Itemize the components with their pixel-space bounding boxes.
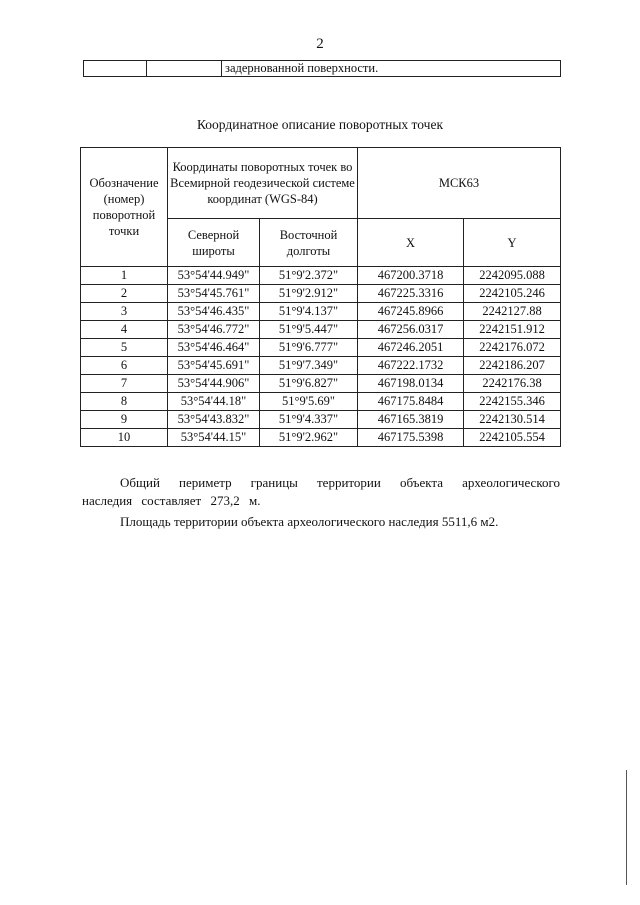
table-row	[81, 285, 561, 303]
x-cell: 467175.8484	[358, 393, 464, 411]
x-header: X	[358, 219, 464, 267]
latitude-cell: 53°54'45.761"	[168, 285, 260, 303]
section-heading: Координатное описание поворотных точек	[196, 117, 444, 132]
point-number-cell: 1	[81, 267, 168, 285]
y-cell: 2242155.346	[464, 393, 561, 411]
table-cell: задернованной поверхности.	[222, 61, 561, 77]
table-row	[81, 339, 561, 357]
scan-edge-line	[626, 770, 627, 885]
point-number-cell: 4	[81, 321, 168, 339]
y-header: Y	[464, 219, 561, 267]
area-paragraph: Площадь территории объекта археологического наследия 5511,6 м2.	[120, 514, 499, 529]
designation-header: Обозначение (номер) поворотной точки	[81, 148, 168, 267]
page-number: 2	[316, 36, 324, 52]
latitude-cell: 53°54'44.949"	[168, 267, 260, 285]
msk-header: МСК63	[358, 148, 561, 219]
table-cell	[147, 61, 222, 77]
table-row	[84, 61, 561, 77]
longitude-cell: 51°9'2.912"	[260, 285, 358, 303]
table-row	[81, 357, 561, 375]
point-number-cell: 10	[81, 429, 168, 447]
longitude-cell: 51°9'4.137"	[260, 303, 358, 321]
longitude-cell: 51°9'4.337"	[260, 411, 358, 429]
table-row	[81, 321, 561, 339]
latitude-cell: 53°54'45.691"	[168, 357, 260, 375]
latitude-cell: 53°54'44.906"	[168, 375, 260, 393]
longitude-cell: 51°9'7.349"	[260, 357, 358, 375]
point-number-cell: 6	[81, 357, 168, 375]
east-longitude-header: Восточной долготы	[260, 219, 358, 267]
y-cell: 2242151.912	[464, 321, 561, 339]
header-row	[81, 148, 561, 219]
table-row	[81, 303, 561, 321]
north-latitude-header: Северной широты	[168, 219, 260, 267]
point-number-cell: 5	[81, 339, 168, 357]
longitude-cell: 51°9'6.777"	[260, 339, 358, 357]
point-number-cell: 3	[81, 303, 168, 321]
table-row	[81, 375, 561, 393]
x-cell: 467200.3718	[358, 267, 464, 285]
x-cell: 467246.2051	[358, 339, 464, 357]
y-cell: 2242105.246	[464, 285, 561, 303]
latitude-cell: 53°54'46.435"	[168, 303, 260, 321]
longitude-cell: 51°9'5.69"	[260, 393, 358, 411]
x-cell: 467225.3316	[358, 285, 464, 303]
x-cell: 467198.0134	[358, 375, 464, 393]
latitude-cell: 53°54'46.464"	[168, 339, 260, 357]
latitude-cell: 53°54'44.18"	[168, 393, 260, 411]
longitude-cell: 51°9'2.962"	[260, 429, 358, 447]
longitude-cell: 51°9'2.372"	[260, 267, 358, 285]
point-number-cell: 8	[81, 393, 168, 411]
x-cell: 467222.1732	[358, 357, 464, 375]
latitude-cell: 53°54'46.772"	[168, 321, 260, 339]
y-cell: 2242095.088	[464, 267, 561, 285]
longitude-cell: 51°9'6.827"	[260, 375, 358, 393]
table-row	[81, 393, 561, 411]
y-cell: 2242176.072	[464, 339, 561, 357]
table-row	[81, 267, 561, 285]
y-cell: 2242105.554	[464, 429, 561, 447]
table-row	[81, 411, 561, 429]
y-cell: 2242127.88	[464, 303, 561, 321]
x-cell: 467256.0317	[358, 321, 464, 339]
wgs-header: Координаты поворотных точек во Всемирной геодезической системе координат (WGS-84)	[168, 148, 358, 219]
y-cell: 2242130.514	[464, 411, 561, 429]
table-row	[81, 429, 561, 447]
longitude-cell: 51°9'5.447"	[260, 321, 358, 339]
point-number-cell: 2	[81, 285, 168, 303]
continuation-table	[83, 60, 561, 77]
perimeter-paragraph: Общий периметр границы территории объекта археологического наследия составляет 273,2 м.	[82, 475, 560, 508]
x-cell: 467245.8966	[358, 303, 464, 321]
point-number-cell: 7	[81, 375, 168, 393]
point-number-cell: 9	[81, 411, 168, 429]
y-cell: 2242176.38	[464, 375, 561, 393]
latitude-cell: 53°54'44.15"	[168, 429, 260, 447]
coordinates-table	[80, 147, 561, 447]
latitude-cell: 53°54'43.832"	[168, 411, 260, 429]
x-cell: 467165.3819	[358, 411, 464, 429]
y-cell: 2242186.207	[464, 357, 561, 375]
table-cell	[84, 61, 147, 77]
x-cell: 467175.5398	[358, 429, 464, 447]
